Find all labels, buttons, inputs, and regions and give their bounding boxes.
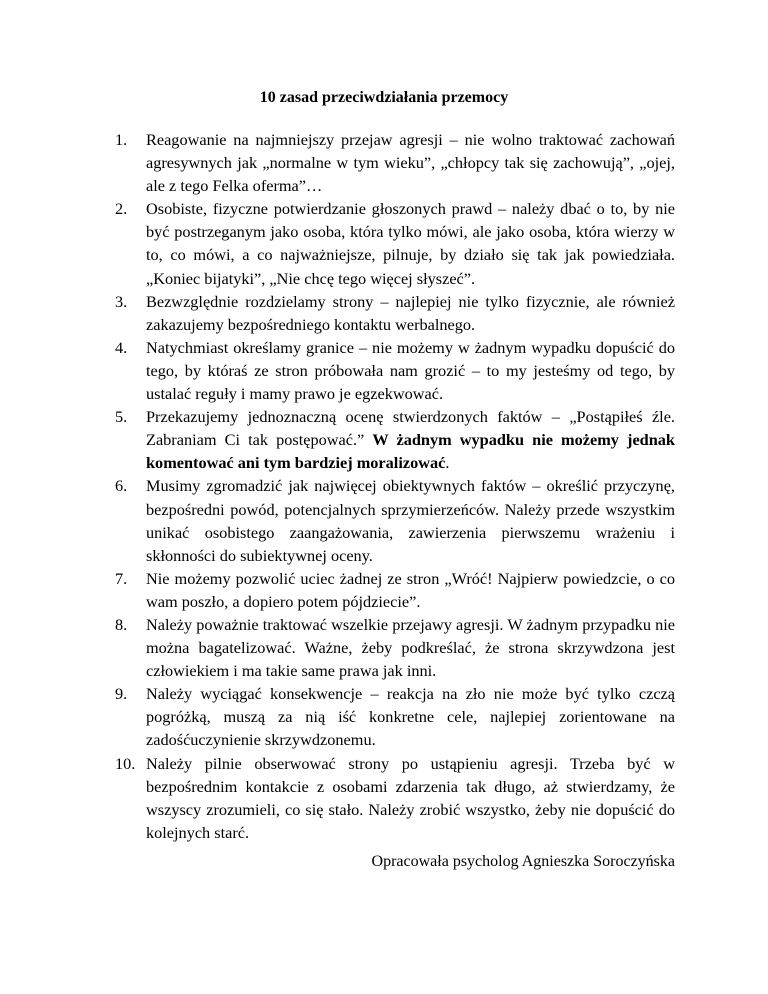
rule-number: 4. bbox=[115, 337, 128, 357]
list-item bbox=[115, 613, 675, 682]
rule-number: 3. bbox=[115, 291, 128, 311]
list-item bbox=[115, 405, 675, 474]
list-item bbox=[115, 474, 675, 566]
rule-text: Należy poważnie traktować wszelkie przejawy agresji. W żadnym przypadku nie można bagatelizować. Ważne, żeby podkreślać, że strona skrzywdzona jest człowiekiem i ma takie same prawa jak inni. bbox=[146, 614, 675, 681]
rule-text: Należy wyciągać konsekwencje – reakcja na zło nie może być tylko czczą pogróżką, muszą za nią iść konkretne cele, najlepiej zorientowane na zadośćuczynienie skrzywdzonemu. bbox=[146, 684, 675, 750]
rule-text: Osobiste, fizyczne potwierdzanie głoszonych prawd – należy dbać o to, by nie być postrzeganym jako osoba, która tylko mówi, ale jako osoba, która wierzy w to, co mówi, a co najważniejsze, pilnuje, by działo się tak jak powiedziała. „Koniec bijatyki”, „Nie chcę tego więcej słyszeć”. bbox=[146, 199, 675, 288]
rule-text bbox=[146, 405, 675, 474]
rule-number: 10. bbox=[115, 753, 136, 773]
rule-text: Reagowanie na najmniejszy przejaw agresji – nie wolno traktować zachowań agresywnych jak „normalne w tym wieku”, „chłopcy tak się zachowują”, „ojej, ale z tego Felka oferma”… bbox=[146, 130, 675, 196]
rule-text-bold: W żadnym wypadku nie możemy jednak komentować ani tym bardziej moralizować bbox=[146, 430, 675, 473]
list-item bbox=[115, 336, 675, 405]
document-title: 10 zasad przeciwdziałania przemocy bbox=[259, 89, 509, 106]
rule-text: Natychmiast określamy granice – nie możemy w żadnym wypadku dopuścić do tego, by któraś ze stron próbowała nam grozić – to my jesteśmy od tego, by ustalać reguły i mamy prawo je egzekwować. bbox=[146, 337, 675, 404]
list-item bbox=[115, 128, 675, 197]
rule-text: Musimy zgromadzić jak najwięcej obiektywnych faktów – określić przyczynę, bezpośredni powód, potencjalnych sprzymierzeńców. Należy przede wszystkim unikać osobistego zaangażowania, zawierzenia pierwszemu wrażeniu i skłonności do subiektywnej oceny. bbox=[146, 476, 675, 565]
list-item bbox=[115, 752, 675, 844]
rule-text-plain: Przekazujemy jednoznaczną ocenę stwierdzonych faktów – „Postąpiłeś źle. Zabraniam Ci tak postępować.” bbox=[146, 407, 675, 450]
rule-number: 5. bbox=[115, 407, 128, 427]
list-item bbox=[115, 197, 675, 289]
rule-number: 1. bbox=[115, 130, 128, 149]
rules-list bbox=[115, 128, 675, 844]
rule-number: 6. bbox=[115, 476, 128, 496]
rule-text: Nie możemy pozwolić uciec żadnej ze stron „Wróć! Najpierw powiedzcie, o co wam poszło, a dopiero potem pójdziecie”. bbox=[146, 568, 675, 611]
rule-number: 9. bbox=[115, 684, 128, 704]
rule-text: Bezwzględnie rozdzielamy strony – najlepiej nie tylko fizycznie, ale również zakazujemy bezpośredniego kontaktu werbalnego. bbox=[146, 291, 675, 334]
rule-text-tail: . bbox=[445, 453, 450, 473]
rule-text: Należy pilnie obserwować strony po ustąpieniu agresji. Trzeba być w bezpośrednim kontakcie z osobami zdarzenia tak długo, aż stwierdzamy, że wszyscy zrozumieli, co się stało. Należy zrobić wszystko, żeby nie dopuścić do kolejnych starć. bbox=[146, 753, 675, 842]
rule-number: 7. bbox=[115, 568, 128, 588]
list-item bbox=[115, 682, 675, 751]
rule-number: 2. bbox=[115, 199, 128, 219]
list-item bbox=[115, 567, 675, 613]
list-item bbox=[115, 290, 675, 336]
author-signature: Opracowała psycholog Agnieszka Soroczyńska bbox=[371, 853, 675, 870]
rule-number: 8. bbox=[115, 614, 128, 634]
